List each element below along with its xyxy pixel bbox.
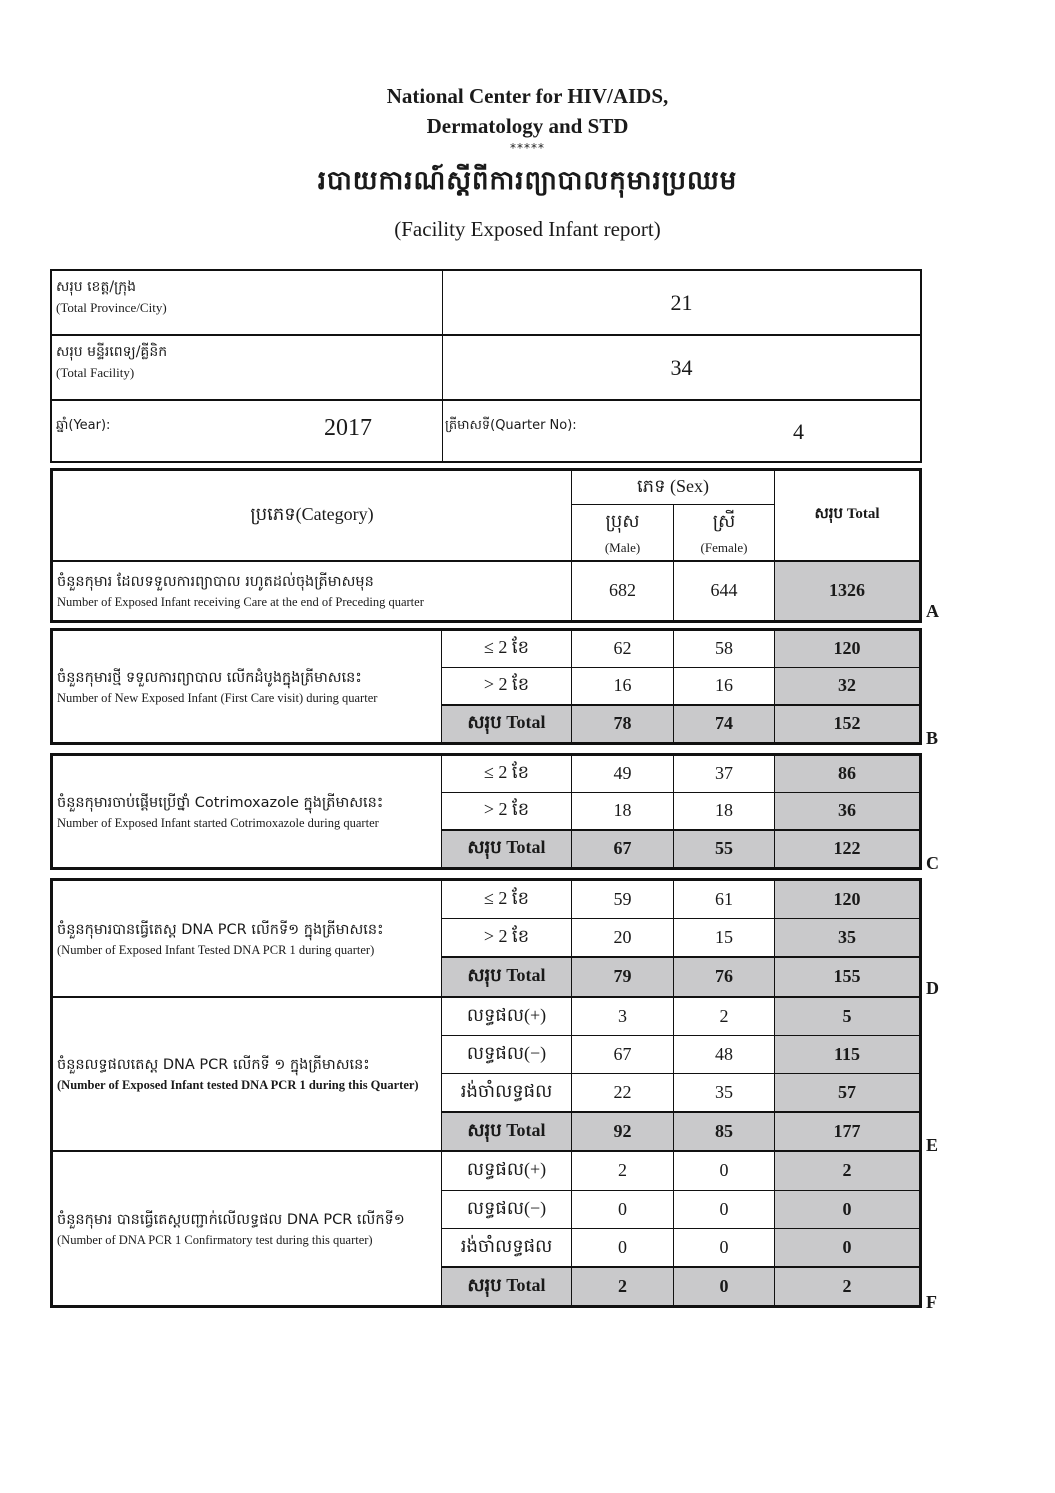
report-title-english: (Facility Exposed Infant report) [394, 217, 661, 241]
section-e-label: ចំនួនលទ្ធផលតេស្ត DNA PCR លើកទី ១ ក្នុងត្រីមាសនេះ (Number of Exposed Infant tested DNA PCR 1 during this Quarter) [53, 997, 442, 1152]
section-c-total-label: សរុប Total [442, 830, 572, 868]
section-f-female: 0 [674, 1228, 775, 1267]
report-title-khmer: របាយការណ៍ស្តីពីការព្យាបាលកុមារប្រឈម [317, 166, 738, 196]
section-b-female: 16 [674, 667, 775, 705]
section-def-table [50, 878, 922, 1308]
section-marker-d: D [926, 978, 939, 998]
section-e-total: 5 [775, 997, 920, 1036]
quarter-label: ត្រីមាសទី(Quarter No): [445, 418, 577, 433]
section-e-female: 2 [674, 997, 775, 1036]
stars-separator: ***** [510, 141, 545, 155]
section-a-male: 682 [572, 561, 674, 621]
section-b-sub: ≤ 2 ខែ [442, 631, 572, 668]
section-c-male: 18 [572, 792, 674, 830]
province-value: 21 [670, 289, 693, 315]
section-c-female: 37 [674, 756, 775, 793]
male-header: ប្រុស (Male) [572, 505, 674, 561]
section-d-label: ចំនួនកុមារបានធ្វើតេស្ត DNA PCR លើកទី១ ក្នុងត្រីមាសនេះ (Number of Exposed Infant Tested DNA PCR 1 during quarter) [53, 881, 442, 997]
section-f-total: 0 [775, 1190, 920, 1228]
section-f-total-label: សរុប Total [442, 1267, 572, 1306]
section-b-total-label: សរុប Total [442, 705, 572, 743]
section-f-female: 0 [674, 1190, 775, 1228]
section-f-male: 2 [572, 1151, 674, 1190]
section-c-female: 18 [674, 792, 775, 830]
facility-label-en: (Total Facility) [56, 365, 135, 380]
section-a-total: 1326 [775, 561, 920, 621]
section-b-male: 62 [572, 631, 674, 668]
section-c-label: ចំនួនកុមារចាប់ផ្តើមប្រើថ្នាំ Cotrimoxazole ក្នុងត្រីមាសនេះ Number of Exposed Infant started Cotrimoxazole during quarter [53, 756, 442, 868]
section-e-total: 57 [775, 1073, 920, 1112]
section-e-total: 115 [775, 1035, 920, 1073]
facility-label-kh: សរុប មន្ទីរពេទ្យ/គ្លីនិក [56, 344, 168, 360]
section-d-sub: > 2 ខែ [442, 919, 572, 958]
section-b-label: ចំនួនកុមារថ្មី ទទួលការព្យាបាល លើកដំបូងក្នុងត្រីមាសនេះ Number of New Exposed Infant (First Care visit) during quarter [53, 631, 442, 743]
section-marker-b: B [926, 728, 939, 748]
section-f-male: 0 [572, 1228, 674, 1267]
section-a-female: 644 [674, 561, 775, 621]
female-header: ស្រី (Female) [674, 505, 775, 561]
year-quarter-row [52, 401, 920, 461]
section-b-female: 58 [674, 631, 775, 668]
section-f-sub: លទ្ធផល(−) [442, 1190, 572, 1228]
section-e-grand-total: 177 [775, 1112, 920, 1151]
year-value: 2017 [324, 415, 372, 441]
total-header: សរុប Total [775, 471, 920, 561]
section-d-sub: ≤ 2 ខែ [442, 881, 572, 919]
section-f-sub: រង់ចាំលទ្ធផល [442, 1228, 572, 1267]
section-d-total: 35 [775, 919, 920, 958]
section-f-total: 2 [775, 1151, 920, 1190]
section-f-male: 0 [572, 1190, 674, 1228]
section-d-female: 15 [674, 919, 775, 958]
section-c-grand-total: 122 [775, 830, 920, 868]
section-a-table [50, 468, 922, 623]
section-e-sub: លទ្ធផល(−) [442, 1035, 572, 1073]
section-c-female-total: 55 [674, 830, 775, 868]
section-e-male-total: 92 [572, 1112, 674, 1151]
section-c-total: 36 [775, 792, 920, 830]
section-d-female: 61 [674, 881, 775, 919]
section-d-female-total: 76 [674, 957, 775, 996]
facility-row [52, 336, 920, 401]
province-label-en: (Total Province/City) [56, 300, 167, 315]
section-e-male: 67 [572, 1035, 674, 1073]
section-f-sub: លទ្ធផល(+) [442, 1151, 572, 1190]
section-b-grand-total: 152 [775, 705, 920, 743]
section-f-total: 0 [775, 1228, 920, 1267]
section-e-female: 48 [674, 1035, 775, 1073]
section-d-total: 120 [775, 881, 920, 919]
facility-label [52, 336, 443, 399]
section-c-sub: > 2 ខែ [442, 792, 572, 830]
facility-value: 34 [670, 354, 693, 380]
section-e-male: 3 [572, 997, 674, 1036]
section-b-male: 16 [572, 667, 674, 705]
province-label [52, 271, 443, 334]
section-b-table [50, 628, 922, 745]
province-row [52, 271, 920, 336]
section-e-female: 35 [674, 1073, 775, 1112]
section-marker-c: C [926, 853, 939, 873]
org-name-line1: National Center for HIV/AIDS, [386, 84, 669, 108]
section-d-male-total: 79 [572, 957, 674, 996]
section-marker-a: A [926, 601, 939, 621]
section-e-total-label: សរុប Total [442, 1112, 572, 1151]
section-d-male: 59 [572, 881, 674, 919]
section-f-female: 0 [674, 1151, 775, 1190]
section-b-total: 120 [775, 631, 920, 668]
section-c-sub: ≤ 2 ខែ [442, 756, 572, 793]
category-header: ប្រភេទ(Category) [53, 471, 572, 561]
section-b-male-total: 78 [572, 705, 674, 743]
section-f-male-total: 2 [572, 1267, 674, 1306]
quarter-cell [443, 401, 920, 461]
year-cell [52, 401, 443, 461]
province-label-kh: សរុប ខេត្ត/ក្រុង [56, 279, 136, 295]
section-b-total: 32 [775, 667, 920, 705]
year-label: ឆ្នាំ(Year): [56, 418, 111, 433]
section-marker-f: F [926, 1292, 937, 1312]
section-f-label: ចំនួនកុមារ បានធ្វើតេស្តបញ្ជាក់លើលទ្ធផល DNA PCR លើកទី១ (Number of DNA PCR 1 Confirmatory test during this quarter) [53, 1151, 442, 1305]
section-c-table [50, 753, 922, 870]
section-d-male: 20 [572, 919, 674, 958]
section-e-male: 22 [572, 1073, 674, 1112]
section-b-female-total: 74 [674, 705, 775, 743]
section-e-sub: លទ្ធផល(+) [442, 997, 572, 1036]
org-name-line2: Dermatology and STD [426, 114, 629, 138]
quarter-value: 4 [793, 419, 804, 444]
section-marker-e: E [926, 1135, 939, 1155]
section-c-male-total: 67 [572, 830, 674, 868]
sex-header: ភេទ (Sex) [572, 471, 775, 505]
section-d-total-label: សរុប Total [442, 957, 572, 996]
section-c-total: 86 [775, 756, 920, 793]
section-a-label: ចំនួនកុមារ ដែលទទួលការព្យាបាល រហូតដល់ចុងត្រីមាសមុន Number of Exposed Infant receiving Care at the end of Preceding quarter [53, 561, 572, 621]
section-b-sub: > 2 ខែ [442, 667, 572, 705]
section-d-grand-total: 155 [775, 957, 920, 996]
section-f-female-total: 0 [674, 1267, 775, 1306]
section-e-female-total: 85 [674, 1112, 775, 1151]
report-info-table [50, 269, 922, 463]
section-e-sub: រង់ចាំលទ្ធផល [442, 1073, 572, 1112]
section-c-male: 49 [572, 756, 674, 793]
section-f-grand-total: 2 [775, 1267, 920, 1306]
